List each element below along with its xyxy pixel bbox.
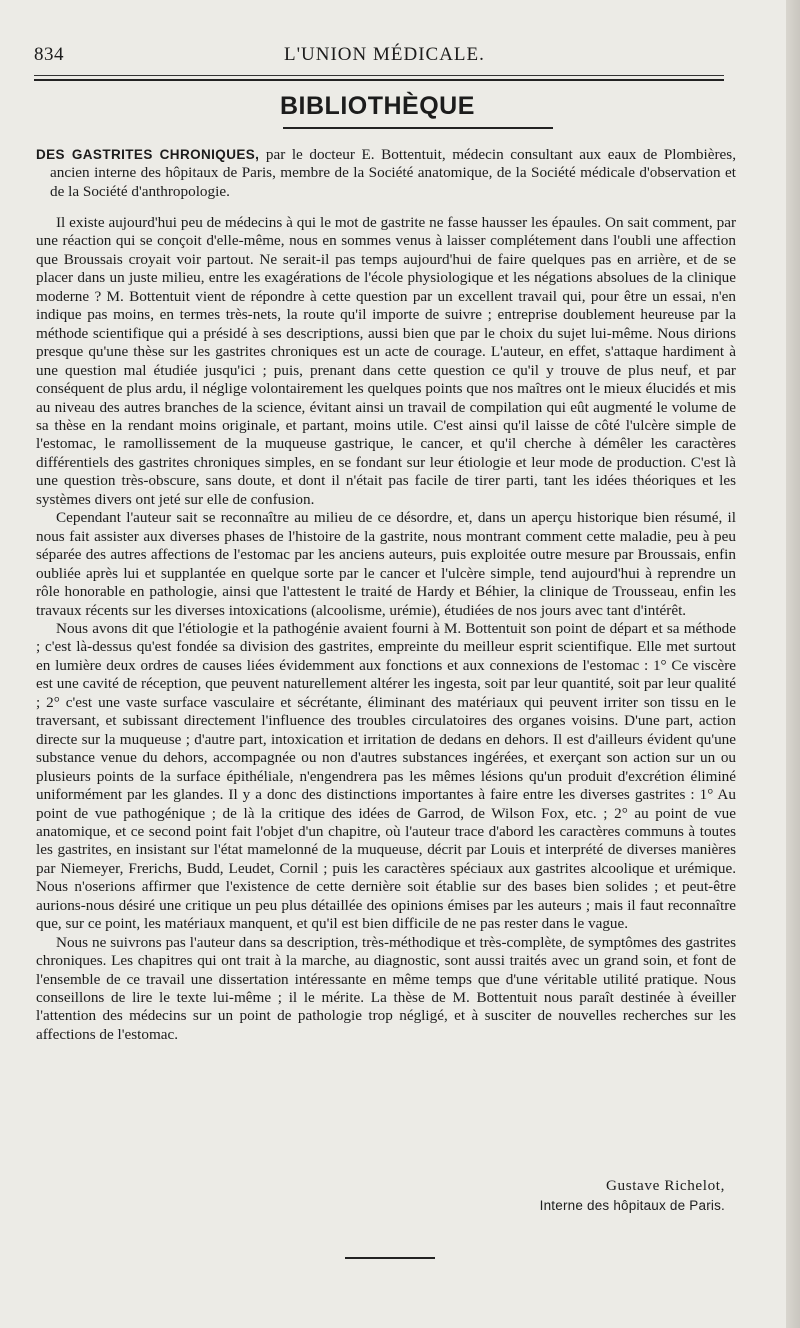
signature-affiliation: Interne des hôpitaux de Paris. xyxy=(539,1198,725,1213)
closing-rule xyxy=(345,1257,435,1259)
review-paragraph-3: Nous avons dit que l'étiologie et la pathogénie avaient fourni à M. Bottentuit son point de départ et sa méthode ; c'est là-dessus qu'est fondée sa division des gastrites, empreinte du meilleur esprit scientifique. Elle met surtout en lumière deux ordres de causes liées évidemment aux fonctions et aux connexions de l'estomac : 1° Ce viscère est une cavité de réception, que peuvent naturellement altérer les ingesta, soit par leur quantité, soit par leur qualité ; 2° c'est une vaste surface vasculaire et sécrétante, éliminant des matériaux qui peuvent irriter son tissu en le traversant, et subissant directement l'influence des troubles circulatoires des organes voisins. D'une part, action directe sur la muqueuse ; d'autre part, intoxication et irritation de dedans en dehors. Il est d'ailleurs évident qu'une substance venue du dehors, accompagnée ou non d'autres substances ingérées, et exerçant son action sur un ou plusieurs points de la surface épithéliale, n'engendrera pas les mêmes lésions qu'un produit d'excrétion éliminé uniformément par les glandes. Il y a donc des distinctions importantes à faire entre les diverses gastrites : 1° Au point de vue pathogénique ; de là la critique des idées de Garrod, de Wilson Fox, etc. ; 2° au point de vue anatomique, et ce second point fait l'objet d'un chapitre, où l'auteur trace d'abord les caractères communs à toutes les gastrites, en insistant sur l'état mamelonné de la muqueuse, décrit par Louis et interprété de diverses manières par Niemeyer, Frerichs, Budd, Leudet, Cornil ; puis les caractères spéciaux aux gastrites alcoolique et urémique. Nous n'oserions affirmer que l'existence de cette dernière soit établie sur des bases bien solides ; et peut-être aurions-nous désiré une critique un peu plus détaillée des opinions émises par les auteurs ; mais il faut reconnaître que, sur ce point, les matériaux manquent, et qu'il est bien difficile de ne pas rester dans le vague. xyxy=(36,619,736,933)
book-details: par le docteur E. Bottentuit, médecin consultant aux eaux de Plombières, ancien interne des hôpitaux de Paris, membre de la Société anatomique, de la Société médicale d'observation et de la Société d'anthropologie. xyxy=(50,146,736,200)
page-number: 834 xyxy=(34,44,64,65)
book-entry-text xyxy=(36,146,736,201)
book-entry xyxy=(36,146,736,201)
header-rule xyxy=(34,75,724,76)
page-edge-shadow xyxy=(786,0,800,1328)
title-underline xyxy=(283,127,553,129)
review-paragraph-4: Nous ne suivrons pas l'auteur dans sa description, très-méthodique et très-complète, de symptômes des gastrites chroniques. Les chapitres qui ont trait à la marche, au diagnostic, sont aussi traités avec un grand soin, et font de l'ensemble de ce travail une dissertation intéressante en même temps que d'une véritable utilité pratique. Nous conseillons de lire le texte lui-même ; il le mérite. La thèse de M. Bottentuit nous paraît destinée à éveiller l'attention des médecins sur un point de pathologie trop négligé, et à susciter de nouvelles recherches sur les affections de l'estomac. xyxy=(36,933,736,1043)
running-title: L'UNION MÉDICALE. xyxy=(284,44,485,65)
header-rule-double xyxy=(34,79,724,81)
section-title: BIBLIOTHÈQUE xyxy=(280,92,475,120)
book-title: DES GASTRITES CHRONIQUES, xyxy=(36,147,260,162)
signature xyxy=(500,1176,725,1216)
review-body xyxy=(36,214,736,1044)
page-header xyxy=(34,44,724,74)
signature-name: Gustave Richelot, xyxy=(605,1177,725,1194)
review-paragraph-1: Il existe aujourd'hui peu de médecins à qui le mot de gastrite ne fasse hausser les épaules. On sait comment, par une réaction qui se conçoit d'elle-même, nous en sommes venus à laisser complétement dans l'oubli une affection que Broussais croyait voir partout. Ne serait-il pas temps aujourd'hui de faire quelques pas en arrière, et de se placer dans un juste milieu, entre les exagérations de l'école physiologique et les négations absolues de la clinique moderne ? M. Bottentuit vient de répondre à cette question par un excellent travail qui, pour être un essai, n'en indique pas moins, en termes très-nets, la route qu'il importe de suivre ; entreprise doublement heureuse par la méthode scientifique qui a présidé à ses descriptions, aussi bien que par le choix du sujet lui-même. Nous dirions presque qu'une thèse sur les gastrites chroniques est un acte de courage. L'auteur, en effet, s'attaque hardiment à une question mal étudiée jusqu'ici ; puis, prenant dans cette question ce qu'il y trouve de plus neuf, et par conséquent de plus ardu, il néglige volontairement les quelques points que nos maîtres ont le mieux élucidés et mis au niveau des autres branches de la science, évitant ainsi un travail de compilation qui eût augmenté le volume de sa thèse en la rendant moins originale, et partant, moins utile. C'est ainsi qu'il laisse de côté l'ulcère simple de l'estomac, le ramollissement de la muqueuse gastrique, le cancer, et qu'il cherche à démêler les caractères différentiels des gastrites chroniques simples, en se fondant sur leur étiologie et leur mode de production. C'est là une question très-obscure, sans doute, et dont il n'était pas facile de tirer parti, tant les idées théoriques et les systèmes divers ont jeté sur elle de confusion. xyxy=(36,214,736,508)
review-paragraph-2: Cependant l'auteur sait se reconnaître au milieu de ce désordre, et, dans un aperçu historique bien résumé, il nous fait assister aux diverses phases de l'histoire de la gastrite, nous montrant comment cette maladie, peu à peu séparée des autres affections de l'estomac par les anciens auteurs, puis exploitée outre mesure par Broussais, enfin oubliée après lui et supplantée en quelque sorte par le cancer et l'ulcère simple, tend aujourd'hui à reprendre un rôle honorable en pathologie, ainsi que l'attestent le traité de Hardy et Béhier, la clinique de Trousseau, enfin les travaux récents sur les diverses intoxications (alcoolisme, urémie), étudiées de nos jours avec tant d'intérêt. xyxy=(36,509,736,619)
